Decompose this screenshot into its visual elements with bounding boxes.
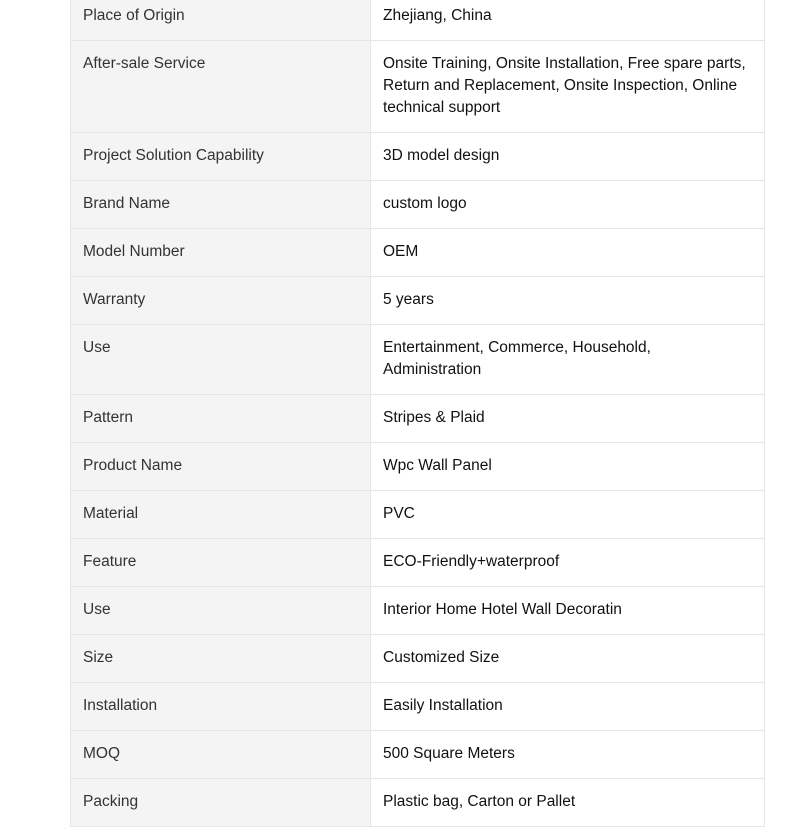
- spec-value: Wpc Wall Panel: [371, 443, 765, 491]
- spec-key: Place of Origin: [71, 0, 371, 41]
- spec-value: PVC: [371, 491, 765, 539]
- spec-value: Interior Home Hotel Wall Decoratin: [371, 587, 765, 635]
- spec-key: Brand Name: [71, 181, 371, 229]
- spec-value: Customized Size: [371, 635, 765, 683]
- spec-row-place-of-origin: [71, 0, 765, 41]
- spec-value: 500 Square Meters: [371, 731, 765, 779]
- spec-row-use: [71, 325, 765, 395]
- spec-row-brand-name: [71, 181, 765, 229]
- spec-value: Plastic bag, Carton or Pallet: [371, 779, 765, 827]
- spec-key: Size: [71, 635, 371, 683]
- spec-row-product-name: [71, 443, 765, 491]
- spec-value: ECO-Friendly+waterproof: [371, 539, 765, 587]
- spec-key: Packing: [71, 779, 371, 827]
- spec-key: Pattern: [71, 395, 371, 443]
- spec-row-size: [71, 635, 765, 683]
- spec-value: Stripes & Plaid: [371, 395, 765, 443]
- spec-row-moq: [71, 731, 765, 779]
- spec-value: 5 years: [371, 277, 765, 325]
- spec-row-packing: [71, 779, 765, 827]
- product-specifications-table: [70, 0, 765, 827]
- spec-key: Material: [71, 491, 371, 539]
- spec-key: MOQ: [71, 731, 371, 779]
- spec-value: OEM: [371, 229, 765, 277]
- spec-row-material: [71, 491, 765, 539]
- spec-key: After-sale Service: [71, 41, 371, 133]
- spec-row-project-solution-capability: [71, 133, 765, 181]
- spec-key: Feature: [71, 539, 371, 587]
- spec-value: custom logo: [371, 181, 765, 229]
- spec-key: Installation: [71, 683, 371, 731]
- spec-value: Onsite Training, Onsite Installation, Free spare parts, Return and Replacement, Onsite Inspection, Online technical support: [371, 41, 765, 133]
- spec-row-use: [71, 587, 765, 635]
- spec-key: Product Name: [71, 443, 371, 491]
- spec-row-warranty: [71, 277, 765, 325]
- spec-value: Entertainment, Commerce, Household, Administration: [371, 325, 765, 395]
- spec-value: 3D model design: [371, 133, 765, 181]
- spec-row-feature: [71, 539, 765, 587]
- spec-value: Zhejiang, China: [371, 0, 765, 41]
- spec-key: Warranty: [71, 277, 371, 325]
- spec-row-after-sale-service: [71, 41, 765, 133]
- spec-row-model-number: [71, 229, 765, 277]
- spec-key: Use: [71, 325, 371, 395]
- spec-key: Project Solution Capability: [71, 133, 371, 181]
- spec-key: Model Number: [71, 229, 371, 277]
- spec-key: Use: [71, 587, 371, 635]
- spec-row-installation: [71, 683, 765, 731]
- spec-row-pattern: [71, 395, 765, 443]
- spec-value: Easily Installation: [371, 683, 765, 731]
- spec-table-body: [71, 0, 765, 827]
